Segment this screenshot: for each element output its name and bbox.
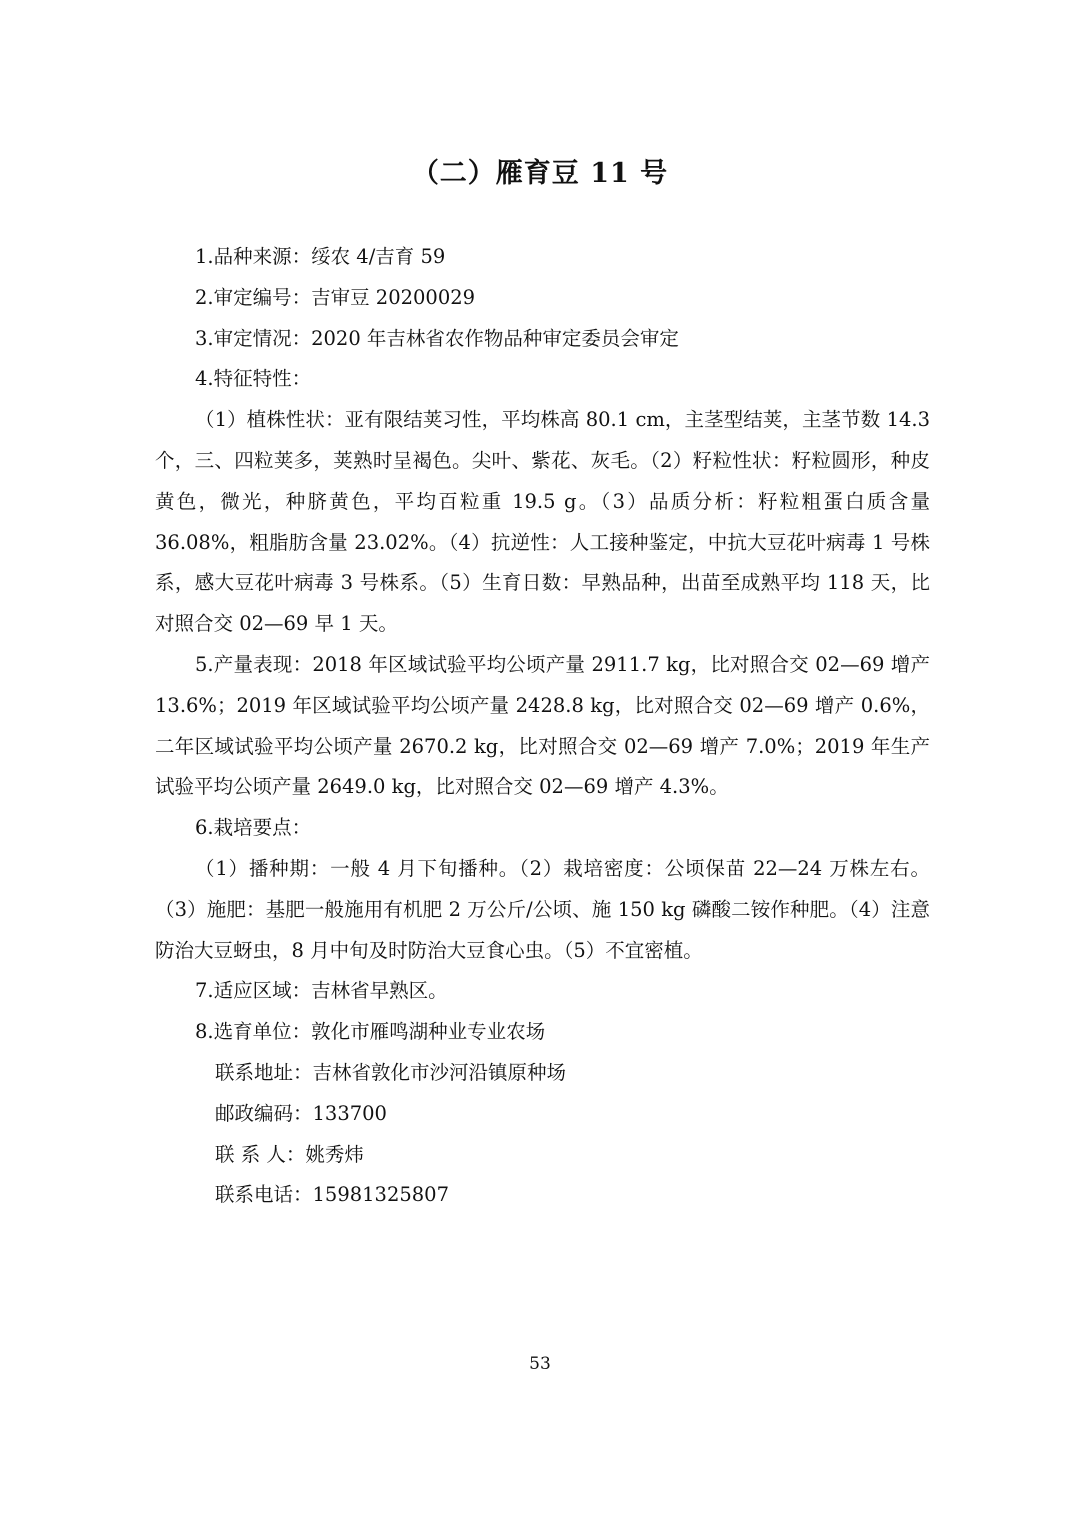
paragraph-yield: 5.产量表现：2018 年区域试验平均公顷产量 2911.7 kg，比对照合交 02—69 增产 13.6%；2019 年区域试验平均公顷产量 2428.8 kg，比对照合交 02—69 增产 0.6%，二年区域试验平均公顷产量 2670.2 kg，比对照合交 02—69 增产 7.0%；2019 年生产试验平均公顷产量 2649.0 kg，比对照合交 02—69 增产 4.3%。 <box>155 652 930 799</box>
document-title: （二）雁育豆 11 号 <box>411 158 669 189</box>
paragraph-cultivation: （1）播种期：一般 4 月下旬播种。（2）栽培密度：公顷保苗 22—24 万株左右。（3）施肥：基肥一般施用有机肥 2 万公斤/公顷、施 150 kg 磷酸二铵作种肥。（4）注意防治大豆蚜虫，8 月中旬及时防治大豆食心虫。（5）不宜密植。 <box>155 856 930 962</box>
contact-phone: 联系电话：15981325807 <box>215 1183 449 1207</box>
paragraph-characteristics: （1）植株性状：亚有限结荚习性，平均株高 80.1 cm，主茎型结荚，主茎节数 14.3 个，三、四粒荚多，荚熟时呈褐色。尖叶、紫花、灰毛。（2）籽粒性状：籽粒圆形，种皮黄色，微光，种脐黄色，平均百粒重 19.5 g。（3）品质分析：籽粒粗蛋白质含量 36.08%，粗脂肪含量 23.02%。（4）抗逆性：人工接种鉴定，中抗大豆花叶病毒 1 号株系，感大豆花叶病毒 3 号株系。（5）生育日数：早熟品种，出苗至成熟平均 118 天，比对照合交 02—69 早 1 天。 <box>155 408 930 636</box>
paragraph-approval-status: 3.审定情况：2020 年吉林省农作物品种审定委员会审定 <box>195 326 679 350</box>
contact-postal-code: 邮政编码：133700 <box>215 1101 387 1125</box>
contact-person: 联 系 人：姚秀炜 <box>215 1142 364 1166</box>
paragraph-approval-number: 2.审定编号：吉审豆 20200029 <box>195 285 476 309</box>
document-body <box>155 237 930 1216</box>
paragraph-breeding-unit: 8.选育单位：敦化市雁鸣湖种业专业农场 <box>195 1020 546 1044</box>
paragraph-variety-source: 1.品种来源：绥农 4/吉育 59 <box>195 245 446 268</box>
paragraph-characteristics-heading: 4.特征特性： <box>195 367 312 391</box>
contact-address: 联系地址：吉林省敦化市沙河沿镇原种场 <box>215 1060 567 1084</box>
paragraph-cultivation-heading: 6.栽培要点： <box>195 816 312 840</box>
page-number: 53 <box>529 1354 551 1374</box>
paragraph-suitable-region: 7.适应区域：吉林省早熟区。 <box>195 979 448 1003</box>
